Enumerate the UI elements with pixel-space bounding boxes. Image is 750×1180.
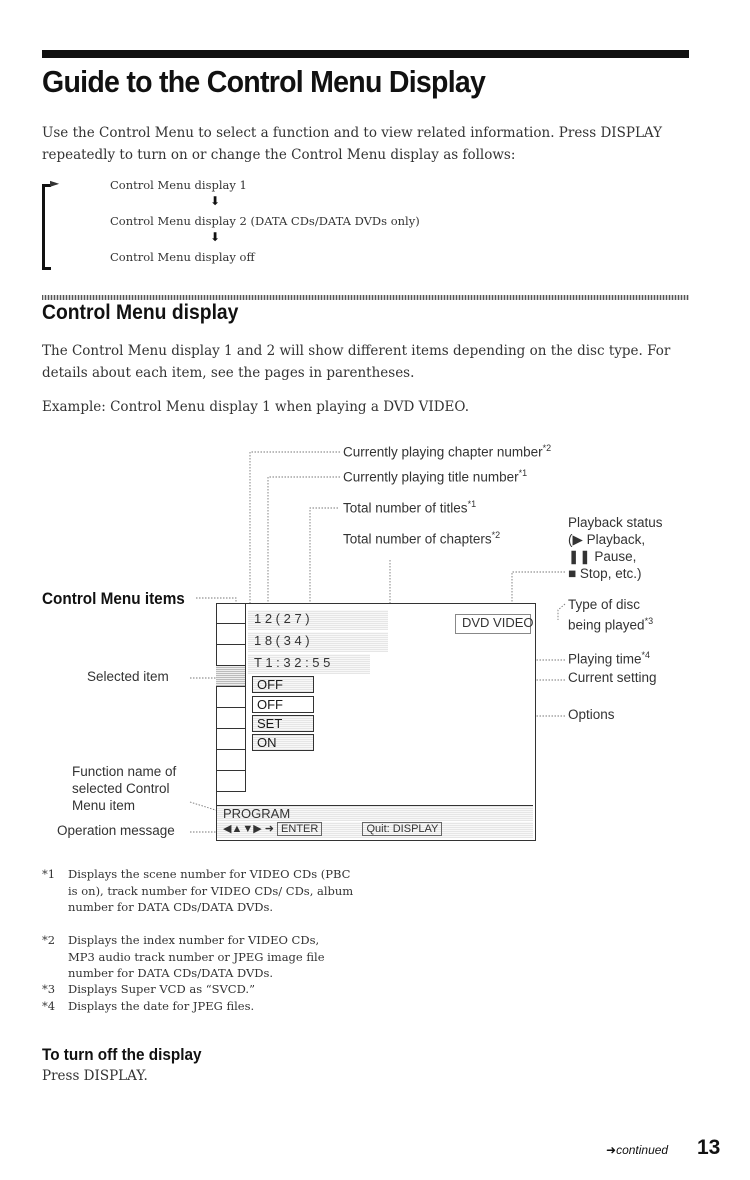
- callout-operation-message: Operation message: [57, 823, 175, 838]
- footnote-mark-1: *1: [42, 867, 56, 881]
- menu-item-slot: [216, 645, 246, 666]
- flow-step-3: Control Menu display off: [110, 250, 255, 264]
- flow-step-2: Control Menu display 2 (DATA CDs/DATA DVDs only): [110, 214, 420, 228]
- direction-keys-icon: ◀▲▼▶: [223, 823, 262, 835]
- arrow-right-icon: ►: [50, 176, 60, 190]
- footnote-mark-3: *3: [42, 982, 56, 996]
- option-off: OFF: [252, 696, 314, 713]
- page-number: 13: [697, 1136, 721, 1159]
- callout-playing-time: Playing time$^{*4}$: [568, 650, 651, 667]
- callout-total-titles: Total number of titles$^{*1}$: [343, 499, 477, 516]
- menu-item-slot: [216, 771, 246, 792]
- menu-item-slot: [216, 624, 246, 645]
- example-caption: Example: Control Menu display 1 when playing a DVD VIDEO.: [42, 399, 469, 415]
- pause-icon: ❚❚: [568, 549, 591, 564]
- continued-note: ➜continued: [606, 1143, 669, 1157]
- current-setting-box: OFF: [252, 676, 314, 693]
- menu-item-slot: [216, 687, 246, 708]
- control-menu-item-column: [216, 603, 246, 839]
- option-set: SET: [252, 715, 314, 732]
- menu-item-slot: [216, 603, 246, 624]
- callout-control-menu-items: Control Menu items: [42, 589, 185, 608]
- callout-chapter-number: Currently playing chapter number$^{*2}$: [343, 443, 552, 460]
- arrow-right-icon: ➜: [264, 823, 274, 835]
- playback-icon: ▶: [572, 532, 583, 547]
- callout-playback-status: Playback status (▶ Playback, ❚❚ Pause, ■ Stop, etc.): [568, 515, 663, 581]
- arrow-down-icon: ⬇: [210, 230, 221, 244]
- footnote-1: Displays the scene number for VIDEO CDs (PBC is on), track number for VIDEO CDs/ CDs, album number for DATA CDs/DATA DVDs.: [68, 867, 354, 914]
- menu-item-slot: [216, 729, 246, 750]
- callout-total-chapters: Total number of chapters$^{*2}$: [343, 530, 501, 547]
- footnote-4: Displays the date for JPEG files.: [68, 999, 255, 1013]
- callout-function-name: Function name of selected Control Menu item: [72, 764, 177, 813]
- callout-options: Options: [568, 707, 615, 722]
- option-on: ON: [252, 734, 314, 751]
- subsection-title: To turn off the display: [42, 1045, 202, 1064]
- callout-selected-item: Selected item: [87, 669, 169, 684]
- footnote-2: Displays the index number for VIDEO CDs, MP3 audio track number or JPEG image file number for DATA CDs/DATA DVDs.: [68, 933, 325, 980]
- section-paragraph: The Control Menu display 1 and 2 will show different items depending on the disc type. For details about each item, see the pages in parentheses.: [42, 343, 671, 381]
- footnote-mark-2: *2: [42, 933, 56, 947]
- footnote-3: Displays Super VCD as “SVCD.”: [68, 982, 255, 996]
- title-number-row: 1 2 ( 2 7 ): [248, 610, 388, 630]
- menu-item-slot: [216, 750, 246, 771]
- operation-message-bar: ◀▲▼▶ ➜ ENTER Quit: DISPLAY: [217, 822, 533, 838]
- subsection-text: Press DISPLAY.: [42, 1068, 148, 1084]
- arrow-right-icon: ➜: [606, 1143, 617, 1157]
- menu-item-slot: [216, 708, 246, 729]
- disc-type-label: DVD VIDEO: [455, 614, 531, 634]
- playing-time-row: T 1 : 3 2 : 5 5: [248, 654, 370, 674]
- section-title: Control Menu display: [42, 301, 239, 324]
- footnote-mark-4: *4: [42, 999, 56, 1013]
- page-title: Guide to the Control Menu Display: [42, 64, 486, 99]
- menu-item-slot-selected: [216, 666, 246, 687]
- callout-title-number: Currently playing title number$^{*1}$: [343, 468, 528, 485]
- intro-paragraph: Use the Control Menu to select a function and to view related information. Press DISPLAY repeatedly to turn on or change the Control Menu display as follows:: [42, 125, 663, 163]
- stop-icon: ■: [568, 566, 577, 581]
- flow-step-1: Control Menu display 1: [110, 178, 247, 192]
- chapter-number-row: 1 8 ( 3 4 ): [248, 632, 388, 652]
- arrow-down-icon: ⬇: [210, 194, 221, 208]
- callout-current-setting: Current setting: [568, 670, 657, 685]
- function-name-bar: PROGRAM: [217, 805, 533, 821]
- callout-disc-type: Type of disc being played$^{*3}$: [568, 597, 654, 633]
